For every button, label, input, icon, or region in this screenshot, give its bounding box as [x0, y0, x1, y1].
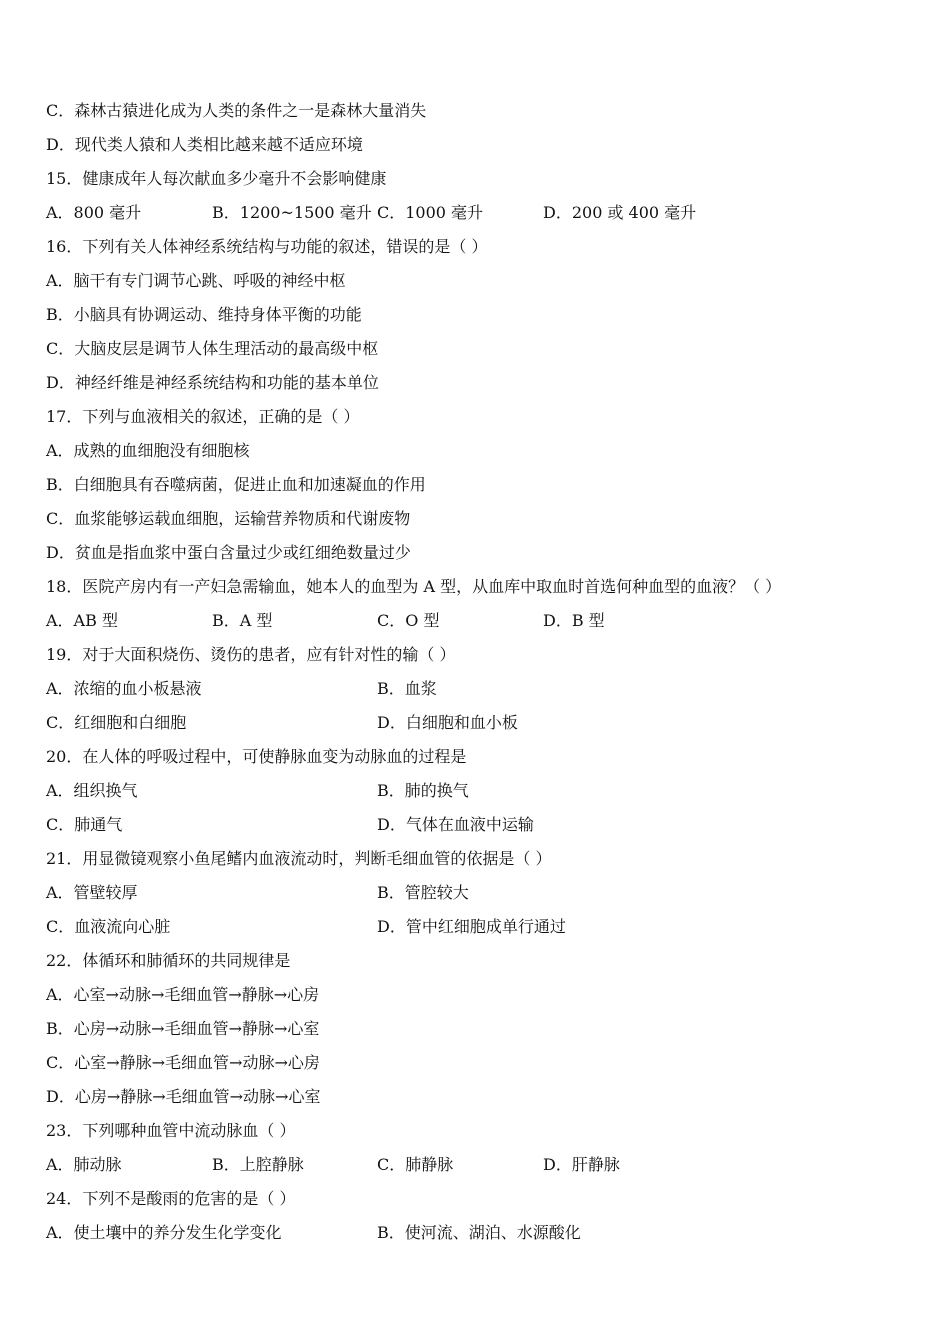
q22-option-d: D．心房→静脉→毛细血管→动脉→心室: [46, 1087, 321, 1106]
q14-option-c: C．森林古猿进化成为人类的条件之一是森林大量消失: [46, 101, 427, 120]
q21-option-b: B．管腔较大: [377, 883, 469, 902]
q23-option-a: A．肺动脉: [46, 1155, 122, 1174]
question-24: 24．下列不是酸雨的危害的是（ ）: [46, 1189, 296, 1208]
q15-option-c: C．1000 毫升: [377, 203, 484, 222]
q18-option-c: C．O 型: [377, 611, 440, 630]
q21-option-c: C．血液流向心脏: [46, 917, 171, 936]
q16-option-b: B．小脑具有协调运动、维持身体平衡的功能: [46, 305, 362, 324]
q18-option-a: A．AB 型: [46, 611, 118, 630]
question-20: 20．在人体的呼吸过程中，可使静脉血变为动脉血的过程是: [46, 747, 467, 766]
q16-option-a: A．脑干有专门调节心跳、呼吸的神经中枢: [46, 271, 346, 290]
q15-option-b: B．1200~1500 毫升: [212, 203, 372, 222]
q23-option-c: C．肺静脉: [377, 1155, 454, 1174]
q23-option-d: D．肝静脉: [543, 1155, 620, 1174]
q19-option-d: D．白细胞和血小板: [377, 713, 518, 732]
q19-option-a: A．浓缩的血小板悬液: [46, 679, 202, 698]
q22-option-b: B．心房→动脉→毛细血管→静脉→心室: [46, 1019, 320, 1038]
q18-option-d: D．B 型: [543, 611, 605, 630]
q15-option-a: A．800 毫升: [46, 203, 142, 222]
q19-option-c: C．红细胞和白细胞: [46, 713, 187, 732]
question-21: 21．用显微镜观察小鱼尾鳍内血液流动时，判断毛细血管的依据是（ ）: [46, 849, 552, 868]
q20-option-a: A．组织换气: [46, 781, 138, 800]
question-23: 23．下列哪种血管中流动脉血（ ）: [46, 1121, 296, 1140]
q16-option-c: C．大脑皮层是调节人体生理活动的最高级中枢: [46, 339, 379, 358]
question-15: 15．健康成年人每次献血多少毫升不会影响健康: [46, 169, 387, 188]
q21-option-d: D．管中红细胞成单行通过: [377, 917, 566, 936]
q21-option-a: A．管壁较厚: [46, 883, 138, 902]
q19-option-b: B．血浆: [377, 679, 437, 698]
q23-option-b: B．上腔静脉: [212, 1155, 304, 1174]
q20-option-d: D．气体在血液中运输: [377, 815, 534, 834]
q17-option-b: B．白细胞具有吞噬病菌，促进止血和加速凝血的作用: [46, 475, 426, 494]
q15-option-d: D．200 或 400 毫升: [543, 203, 697, 222]
question-19: 19．对于大面积烧伤、烫伤的患者，应有针对性的输（ ）: [46, 645, 456, 664]
q14-option-d: D．现代类人猿和人类相比越来越不适应环境: [46, 135, 363, 154]
q17-option-d: D．贫血是指血浆中蛋白含量过少或红细绝数量过少: [46, 543, 411, 562]
question-16: 16．下列有关人体神经系统结构与功能的叙述，错误的是（ ）: [46, 237, 488, 256]
q17-option-c: C．血浆能够运载血细胞，运输营养物质和代谢废物: [46, 509, 411, 528]
question-18: 18．医院产房内有一产妇急需输血，她本人的血型为 A 型，从血库中取血时首选何种血型的血液？（ ）: [46, 577, 782, 596]
q22-option-a: A．心室→动脉→毛细血管→静脉→心房: [46, 985, 320, 1004]
q20-option-b: B．肺的换气: [377, 781, 469, 800]
question-17: 17．下列与血液相关的叙述，正确的是（ ）: [46, 407, 360, 426]
question-22: 22．体循环和肺循环的共同规律是: [46, 951, 291, 970]
q20-option-c: C．肺通气: [46, 815, 123, 834]
q17-option-a: A．成熟的血细胞没有细胞核: [46, 441, 250, 460]
q24-option-b: B．使河流、湖泊、水源酸化: [377, 1223, 581, 1242]
q24-option-a: A．使土壤中的养分发生化学变化: [46, 1223, 282, 1242]
q16-option-d: D．神经纤维是神经系统结构和功能的基本单位: [46, 373, 379, 392]
q22-option-c: C．心室→静脉→毛细血管→动脉→心房: [46, 1053, 320, 1072]
q18-option-b: B．A 型: [212, 611, 273, 630]
